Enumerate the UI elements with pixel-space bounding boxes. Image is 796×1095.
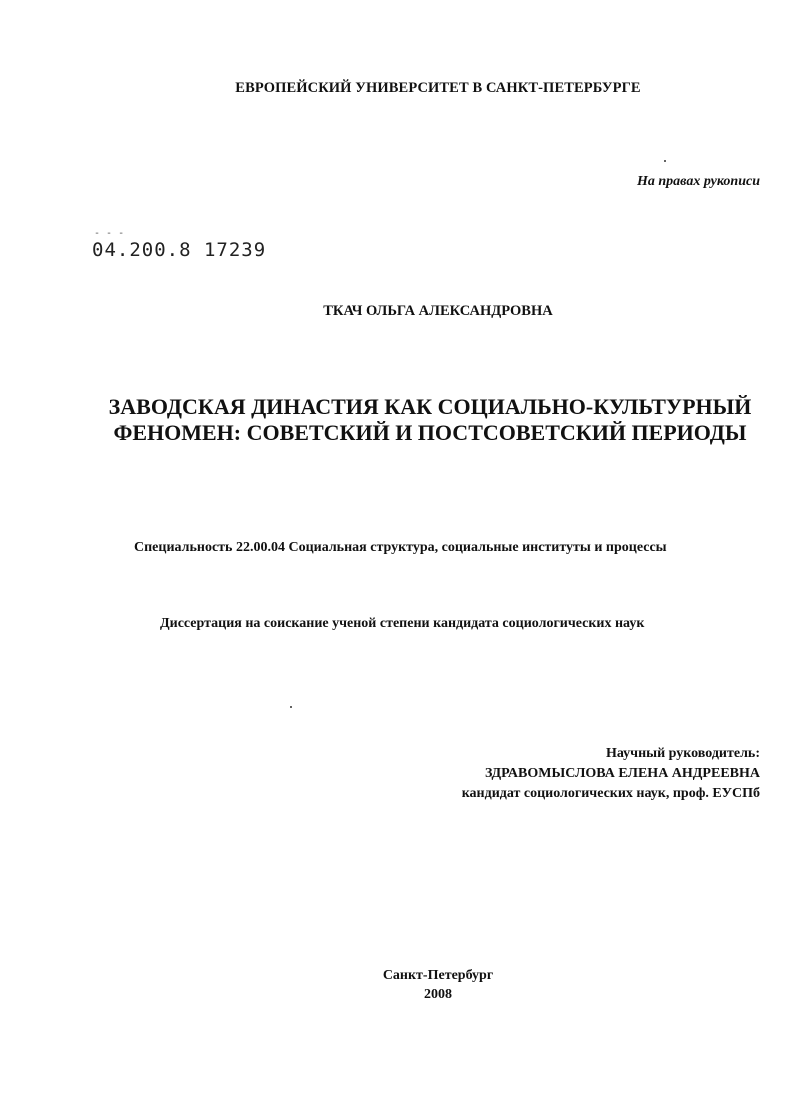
university-name: ЕВРОПЕЙСКИЙ УНИВЕРСИТЕТ В САНКТ-ПЕТЕРБУРГЕ	[235, 80, 641, 96]
city-year-block	[0, 966, 796, 1004]
city: Санкт-Петербург	[382, 968, 494, 983]
specialty-line: Специальность 22.00.04 Социальная структура, социальные институты и процессы	[134, 540, 667, 555]
supervisor-degree: кандидат социологических наук, проф. ЕУСПб	[461, 786, 760, 801]
supervisor-block	[462, 744, 760, 804]
scan-speck	[664, 160, 666, 162]
stamp-marks: - - -	[94, 228, 125, 239]
supervisor-name: ЗДРАВОМЫСЛОВА ЕЛЕНА АНДРЕЕВНА	[485, 766, 760, 781]
supervisor-label: Научный руководитель:	[606, 746, 760, 761]
year: 2008	[424, 987, 452, 1002]
registration-stamp: 04.200.8 17239	[92, 239, 267, 261]
title-line-2: ФЕНОМЕН: СОВЕТСКИЙ И ПОСТСОВЕТСКИЙ ПЕРИОДЫ	[113, 420, 747, 445]
dissertation-type: Диссертация на соискание ученой степени кандидата социологических наук	[160, 616, 645, 631]
scan-speck	[290, 706, 292, 708]
author-name: ТКАЧ ОЛЬГА АЛЕКСАНДРОВНА	[323, 303, 553, 319]
manuscript-note: На правах рукописи	[637, 174, 760, 189]
title-line-1: ЗАВОДСКАЯ ДИНАСТИЯ КАК СОЦИАЛЬНО-КУЛЬТУРНЫЙ	[108, 394, 752, 419]
dissertation-title	[0, 394, 796, 446]
